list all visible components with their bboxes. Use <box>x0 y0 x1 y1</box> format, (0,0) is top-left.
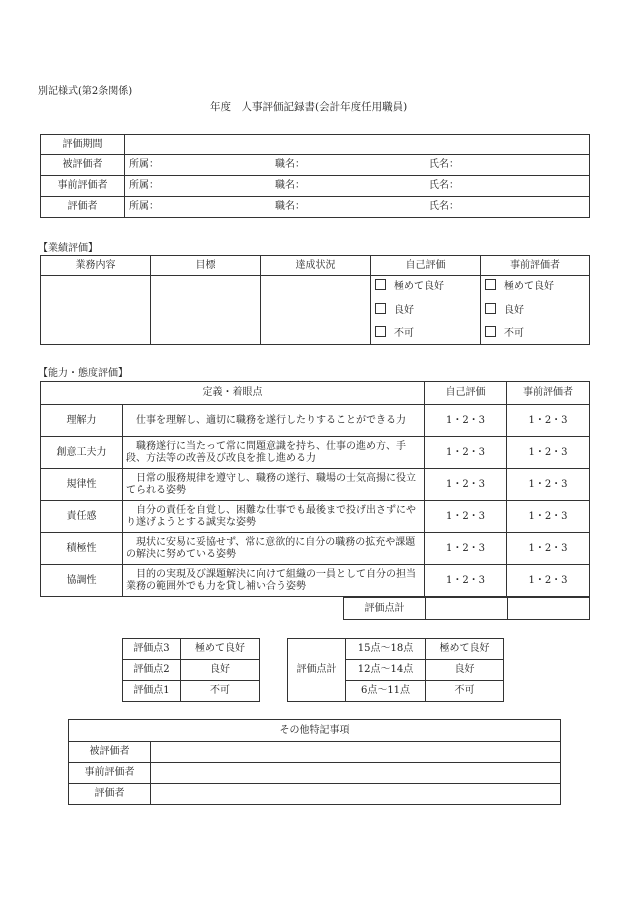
item-description: 職務遂行に当たって常に問題意識を持ち、仕事の進め方、手段、方法等の改善及び改良を推し進める力 <box>123 437 425 469</box>
legend-range: 15点〜18点 <box>346 639 426 660</box>
self-score[interactable]: 1・2・3 <box>425 405 507 437</box>
role-label: 事前評価者 <box>41 176 125 197</box>
total-legend <box>287 638 504 702</box>
item-description: 自分の責任を自覚し、困難な仕事でも最後まで投げ出さずにやり遂げようとする誠実な姿勢 <box>123 501 425 533</box>
self-score[interactable]: 1・2・3 <box>425 533 507 565</box>
item-label: 責任感 <box>41 501 123 533</box>
achievement-field[interactable] <box>261 276 371 345</box>
col-header: 事前評価者 <box>481 256 590 276</box>
ability-heading: 【能力・態度評価】 <box>38 368 128 379</box>
dept-label: 所属： <box>129 201 159 212</box>
item-description: 仕事を理解し、適切に職務を遂行したりすることができる力 <box>123 405 425 437</box>
option-row[interactable]: 極めて良好 <box>485 276 585 300</box>
form-reference: 別記様式(第2条関係) <box>38 86 133 97</box>
legend-range-value: 不可 <box>426 681 504 702</box>
pre-eval-options <box>481 276 590 345</box>
item-description: 目的の実現及び課題解決に向けて組織の一員として自分の担当業務の範囲外でも力を貸し補い合う姿勢 <box>123 565 425 597</box>
remarks-role-label: 被評価者 <box>69 742 151 763</box>
name-label: 氏名： <box>429 201 459 212</box>
legend-range-value: 極めて良好 <box>426 639 504 660</box>
ability-table <box>40 381 590 597</box>
role-label: 被評価者 <box>41 155 125 176</box>
checkbox-icon[interactable] <box>375 303 386 314</box>
item-label: 規律性 <box>41 469 123 501</box>
remarks-title: その他特記事項 <box>69 720 561 742</box>
col-header: 業務内容 <box>41 256 151 276</box>
role-label: 評価者 <box>41 197 125 218</box>
option-row[interactable]: 不可 <box>375 322 476 344</box>
pre-score[interactable]: 1・2・3 <box>507 565 590 597</box>
legend-range: 6点〜11点 <box>346 681 426 702</box>
pre-score[interactable]: 1・2・3 <box>507 437 590 469</box>
appraisee-fields[interactable] <box>125 155 590 176</box>
post-label: 職名： <box>275 201 305 212</box>
col-header: 達成状況 <box>261 256 371 276</box>
legend-range: 12点〜14点 <box>346 660 426 681</box>
pre-score[interactable]: 1・2・3 <box>507 469 590 501</box>
col-header: 事前評価者 <box>507 382 590 405</box>
legend-point-label: 評価点3 <box>123 639 181 660</box>
col-header: 自己評価 <box>371 256 481 276</box>
dept-label: 所属： <box>129 159 159 170</box>
info-table <box>40 134 590 218</box>
pre-score[interactable]: 1・2・3 <box>507 501 590 533</box>
post-label: 職名： <box>275 159 305 170</box>
option-row[interactable]: 良好 <box>375 300 476 322</box>
option-row[interactable]: 不可 <box>485 322 585 344</box>
pre-score[interactable]: 1・2・3 <box>507 405 590 437</box>
page-title: 年度 人事評価記録書(会計年度任用職員) <box>210 101 408 113</box>
checkbox-icon[interactable] <box>375 279 386 290</box>
col-header: 自己評価 <box>425 382 507 405</box>
checkbox-icon[interactable] <box>485 326 496 337</box>
name-label: 氏名： <box>429 180 459 191</box>
checkbox-icon[interactable] <box>375 326 386 337</box>
pre-total-field[interactable] <box>508 598 590 620</box>
option-row[interactable]: 極めて良好 <box>375 276 476 300</box>
item-description: 現状に安易に妥協せず、常に意欲的に自分の職務の拡充や課題の解決に努めている姿勢 <box>123 533 425 565</box>
item-label: 積極性 <box>41 533 123 565</box>
self-score[interactable]: 1・2・3 <box>425 565 507 597</box>
evaluator-fields[interactable] <box>125 197 590 218</box>
item-description: 日常の服務規律を遵守し、職務の遂行、職場の士気高揚に役立てられる姿勢 <box>123 469 425 501</box>
task-content-field[interactable] <box>41 276 151 345</box>
self-score[interactable]: 1・2・3 <box>425 469 507 501</box>
item-label: 協調性 <box>41 565 123 597</box>
remarks-field[interactable] <box>151 784 561 805</box>
legend-point-value: 良好 <box>181 660 260 681</box>
self-score[interactable]: 1・2・3 <box>425 501 507 533</box>
pre-score[interactable]: 1・2・3 <box>507 533 590 565</box>
col-header: 目標 <box>151 256 261 276</box>
item-label: 理解力 <box>41 405 123 437</box>
remarks-field[interactable] <box>151 763 561 784</box>
legend-range-value: 良好 <box>426 660 504 681</box>
post-label: 職名： <box>275 180 305 191</box>
remarks-table <box>68 719 561 805</box>
name-label: 氏名： <box>429 159 459 170</box>
item-label: 創意工夫力 <box>41 437 123 469</box>
ability-total-table <box>343 597 590 620</box>
remarks-field[interactable] <box>151 742 561 763</box>
performance-heading: 【業績評価】 <box>38 243 98 254</box>
self-eval-options <box>371 276 481 345</box>
period-label: 評価期間 <box>41 135 125 155</box>
remarks-role-label: 評価者 <box>69 784 151 805</box>
total-label: 評価点計 <box>344 598 426 620</box>
legend-total-label: 評価点計 <box>288 639 346 702</box>
points-legend <box>122 638 260 702</box>
self-total-field[interactable] <box>426 598 508 620</box>
performance-table <box>40 255 590 345</box>
col-header: 定義・着眼点 <box>41 382 425 405</box>
legend-point-label: 評価点1 <box>123 681 181 702</box>
legend-point-value: 不可 <box>181 681 260 702</box>
remarks-role-label: 事前評価者 <box>69 763 151 784</box>
checkbox-icon[interactable] <box>485 303 496 314</box>
legend-point-value: 極めて良好 <box>181 639 260 660</box>
checkbox-icon[interactable] <box>485 279 496 290</box>
goal-field[interactable] <box>151 276 261 345</box>
period-field[interactable] <box>125 135 590 155</box>
pre-evaluator-fields[interactable] <box>125 176 590 197</box>
legend-point-label: 評価点2 <box>123 660 181 681</box>
dept-label: 所属： <box>129 180 159 191</box>
option-row[interactable]: 良好 <box>485 300 585 322</box>
self-score[interactable]: 1・2・3 <box>425 437 507 469</box>
